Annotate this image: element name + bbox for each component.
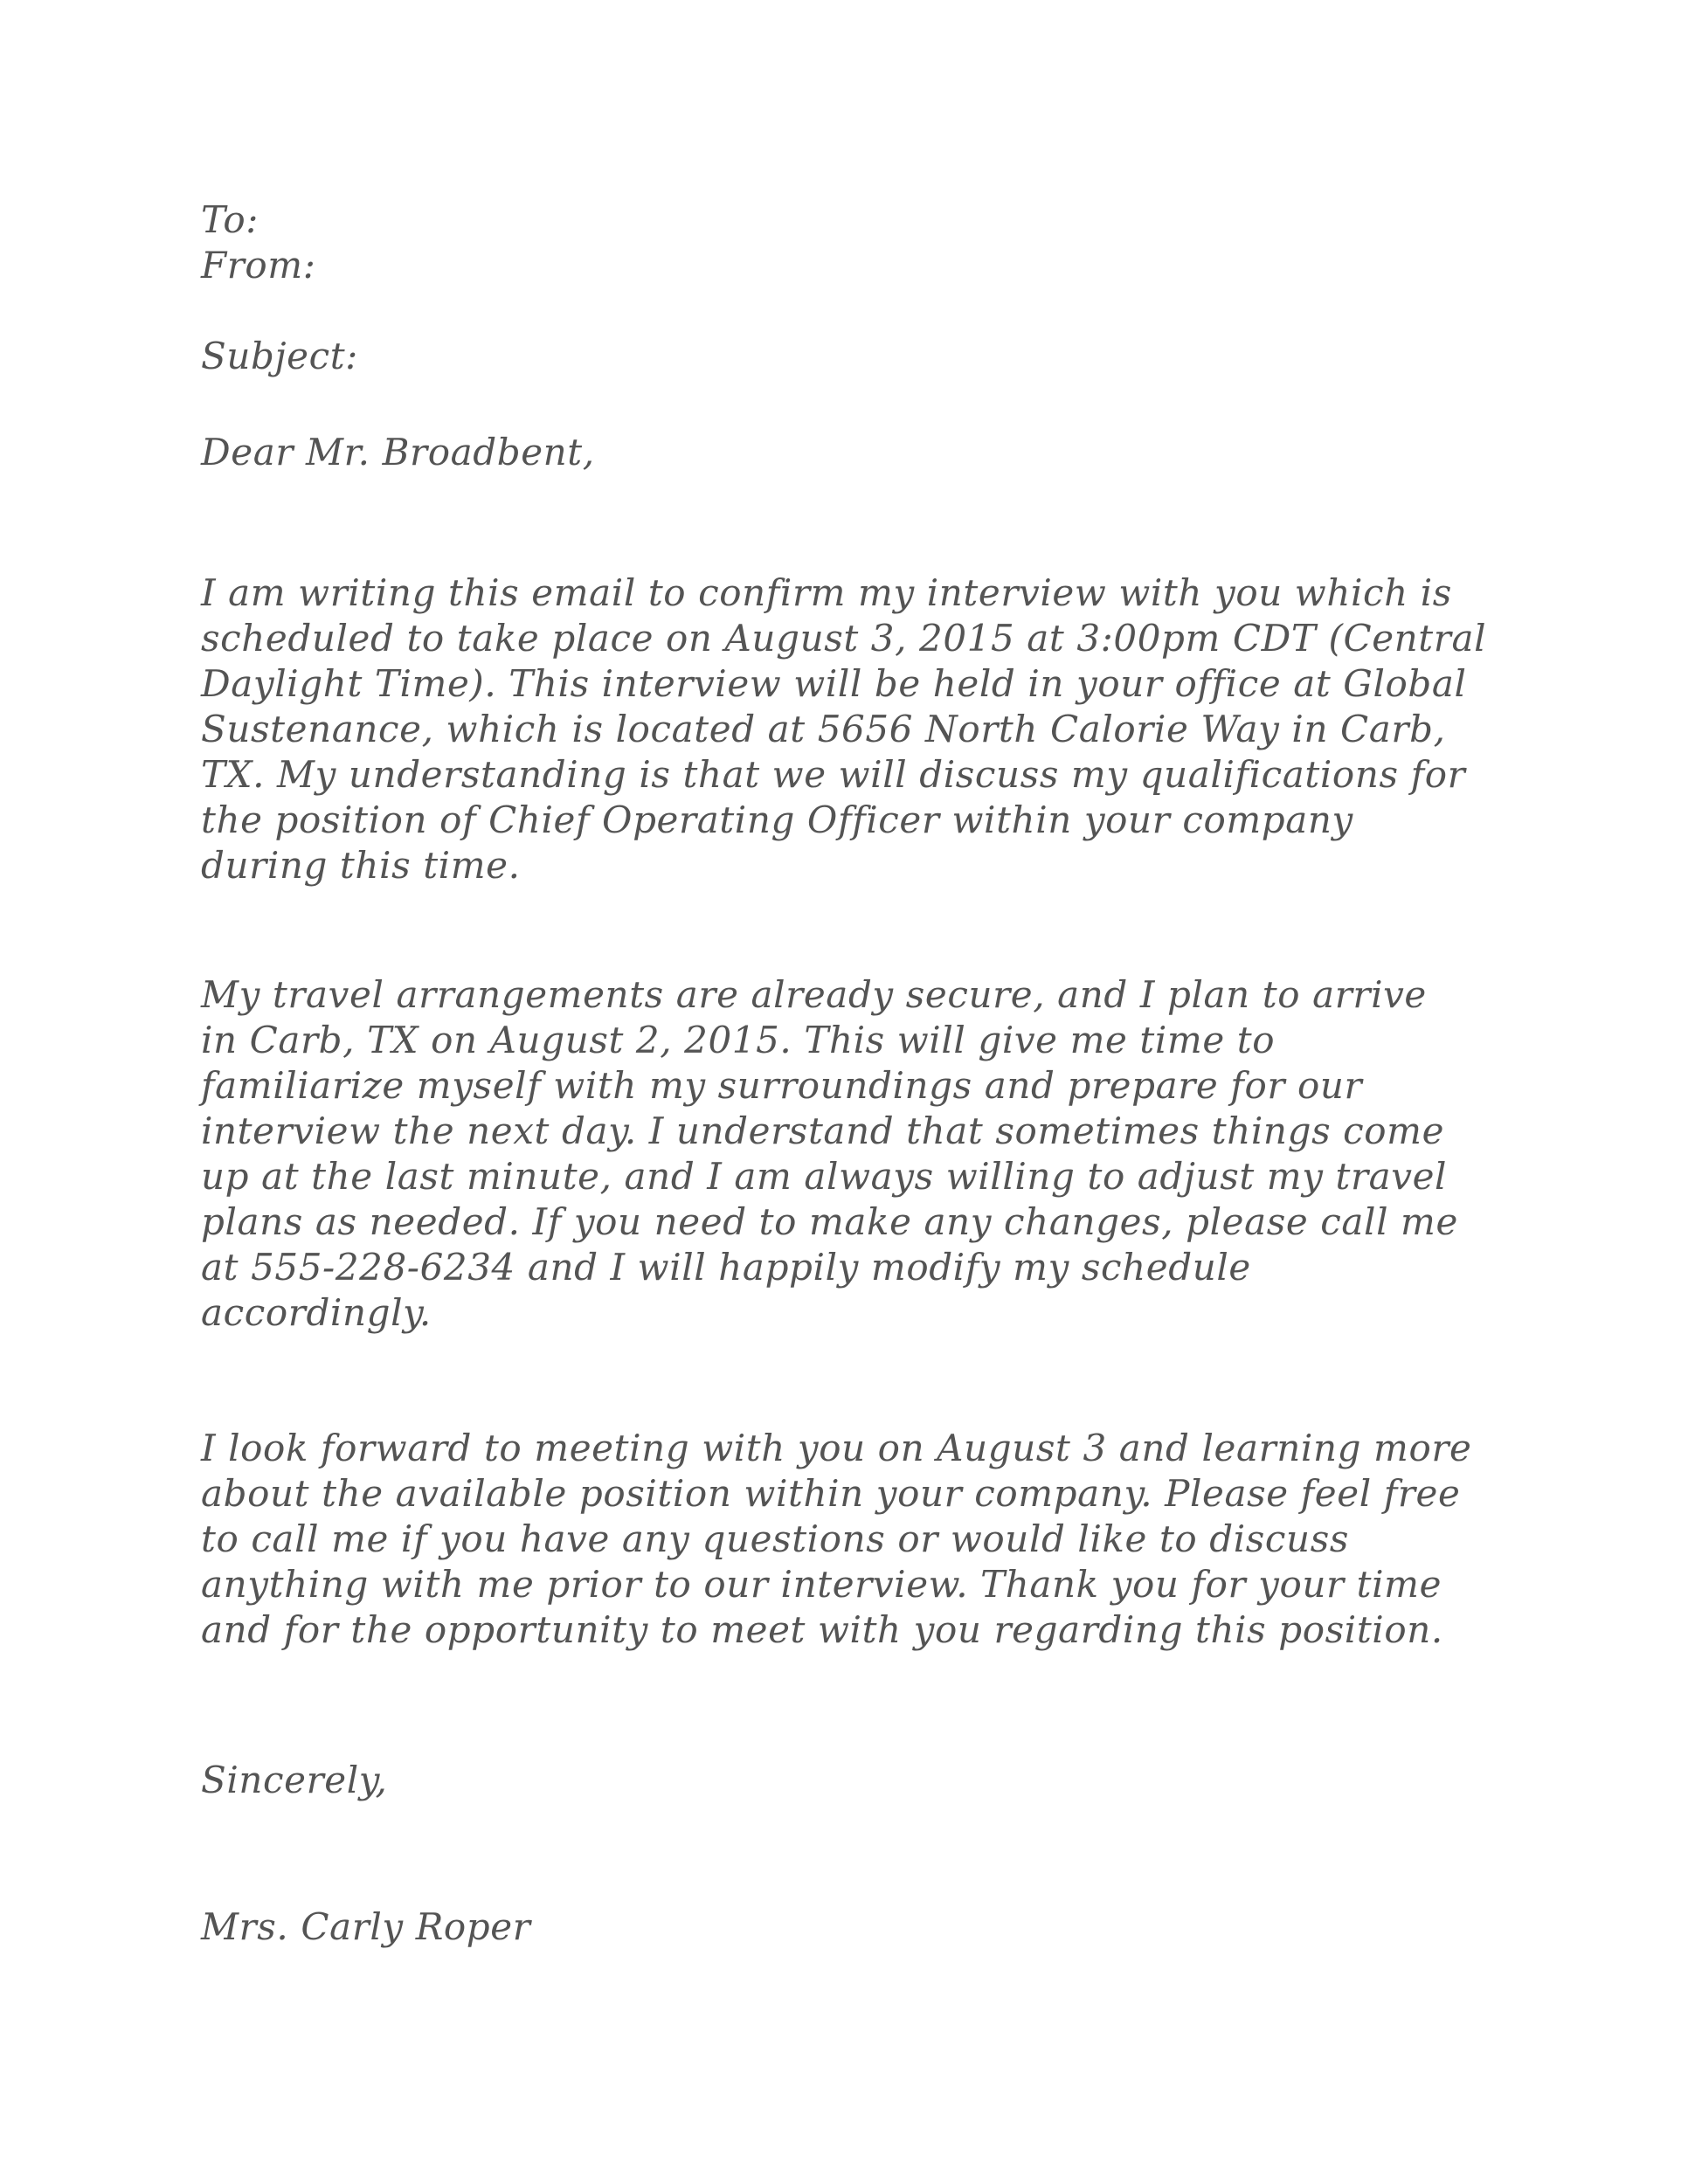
paragraph-line: accordingly. [201, 1291, 432, 1334]
paragraph-3 [201, 1426, 1512, 1653]
paragraph-line: My travel arrangements are already secure, and I plan to arrive [201, 973, 1427, 1016]
paragraph-line: interview the next day. I understand that sometimes things come [201, 1109, 1445, 1152]
paragraph-line: to call me if you have any questions or would like to discuss [201, 1517, 1350, 1560]
paragraph-line: Daylight Time). This interview will be held in your office at Global [201, 662, 1467, 705]
from-label: From: [201, 244, 316, 287]
subject-label: Subject: [201, 335, 358, 377]
paragraph-line: at 555-228-6234 and I will happily modify my schedule [201, 1246, 1251, 1289]
paragraph-line: about the available position within your company. Please feel free [201, 1472, 1461, 1515]
paragraph-line: the position of Chief Operating Officer within your company [201, 798, 1353, 841]
paragraph-line: Sustenance, which is located at 5656 North Calorie Way in Carb, [201, 708, 1446, 750]
to-label: To: [201, 198, 259, 241]
paragraph-line: and for the opportunity to meet with you regarding this position. [201, 1608, 1443, 1651]
paragraph-line: during this time. [201, 844, 521, 887]
paragraph-1 [201, 570, 1512, 888]
paragraph-line: I am writing this email to confirm my interview with you which is [201, 571, 1452, 614]
paragraph-line: anything with me prior to our interview. Thank you for your time [201, 1563, 1442, 1606]
paragraph-line: plans as needed. If you need to make any changes, please call me [201, 1200, 1458, 1243]
paragraph-line: familiarize myself with my surroundings and prepare for our [201, 1064, 1363, 1107]
paragraph-line: scheduled to take place on August 3, 2015 at 3:00pm CDT (Central [201, 617, 1487, 660]
paragraph-2 [201, 972, 1512, 1336]
paragraph-line: TX. My understanding is that we will discuss my qualifications for [201, 753, 1466, 796]
signature: Mrs. Carly Roper [201, 1905, 531, 1948]
closing: Sincerely, [201, 1759, 388, 1801]
paragraph-line: up at the last minute, and I am always willing to adjust my travel [201, 1155, 1448, 1198]
paragraph-line: in Carb, TX on August 2, 2015. This will give me time to [201, 1019, 1276, 1061]
salutation: Dear Mr. Broadbent, [201, 431, 595, 473]
paragraph-line: I look forward to meeting with you on August 3 and learning more [201, 1427, 1472, 1469]
